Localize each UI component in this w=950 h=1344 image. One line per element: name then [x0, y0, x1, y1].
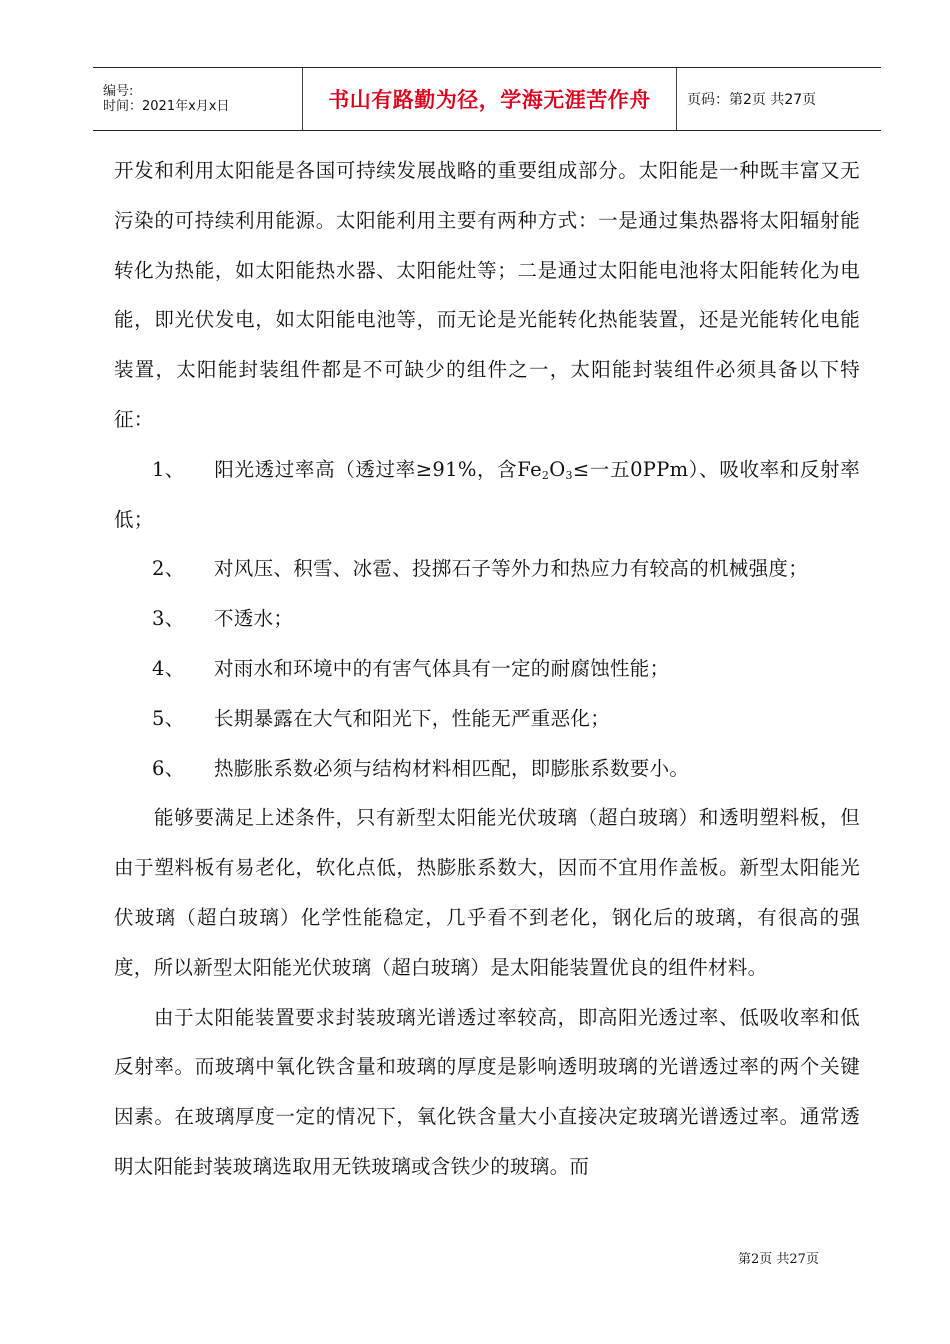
page-header: [93, 67, 881, 131]
body-paragraph: 能够要满足上述条件，只有新型太阳能光伏玻璃（超白玻璃）和透明塑料板，但由于塑料板有易老化，软化点低，热膨胀系数大，因而不宜用作盖板。新型太阳能光伏玻璃（超白玻璃）化学性能稳定，几乎看不到老化，钢化后的玻璃，有很高的强度，所以新型太阳能光伏玻璃（超白玻璃）是太阳能装置优良的组件材料。: [114, 806, 860, 979]
list-item-text: 对风压、积雪、冰雹、投掷石子等外力和热应力有较高的机械强度；: [214, 557, 809, 581]
list-item-number: 6、: [152, 756, 185, 780]
list-item: [114, 744, 860, 794]
list-item-text: 热膨胀系数必须与结构材料相匹配，即膨胀系数要小。: [214, 756, 690, 780]
list-item-number: 2、: [152, 557, 185, 581]
list-item: [114, 594, 860, 644]
list-item: 1、 阳光透过率高（透过率≥91%，含$Fe_2O_3\le$一五0PPm）、吸收率和反射率低；: [114, 445, 860, 545]
body-paragraph: 由于太阳能装置要求封装玻璃光谱透过率较高，即高阳光透过率、低吸收率和低反射率。而玻璃中氧化铁含量和玻璃的厚度是影响透明玻璃的光谱透过率的两个关键因素。在玻璃厚度一定的情况下，氧化铁含量大小直接决定玻璃光谱透过率。通常透明太阳能封装玻璃选取用无铁玻璃或含铁少的玻璃。而: [114, 1005, 860, 1178]
document-body: [114, 146, 860, 1192]
list-item-text: 对雨水和环境中的有害气体具有一定的耐腐蚀性能；: [214, 656, 670, 680]
list-item-text: 不透水；: [214, 607, 294, 631]
intro-paragraph: 开发和利用太阳能是各国可持续发展战略的重要组成部分。太阳能是一种既丰富又无污染的可持续利用能源。太阳能利用主要有两种方式：一是通过集热器将太阳辐射能转化为热能，如太阳能热水器、太阳能灶等；二是通过太阳能电池将太阳能转化为电能，即光伏发电，如太阳能电池等，而无论是光能转化热能装置，还是光能转化电能装置，太阳能封装组件都是不可缺少的组件之一，太阳能封装组件必须具备以下特征：: [114, 159, 860, 431]
number-label: 编号:: [103, 84, 134, 99]
list-item: [114, 694, 860, 744]
list-item-number: 1、: [152, 457, 185, 481]
list-item-text: 长期暴露在大气和阳光下，性能无严重恶化；: [214, 706, 611, 730]
list-item: [114, 544, 860, 594]
time-label: 时间：2021年x月x日: [103, 99, 230, 114]
page-footer: 第2页 共27页: [738, 1252, 819, 1267]
list-item-number: 3、: [152, 607, 185, 631]
header-motto: 书山有路勤为径，学海无涯苦作舟: [303, 68, 677, 130]
list-item-number: 4、: [152, 656, 185, 680]
list-item: [114, 644, 860, 694]
header-meta: [93, 68, 303, 130]
header-page-info: 页码：第2页 共27页: [687, 92, 817, 108]
list-item-number: 5、: [152, 706, 185, 730]
